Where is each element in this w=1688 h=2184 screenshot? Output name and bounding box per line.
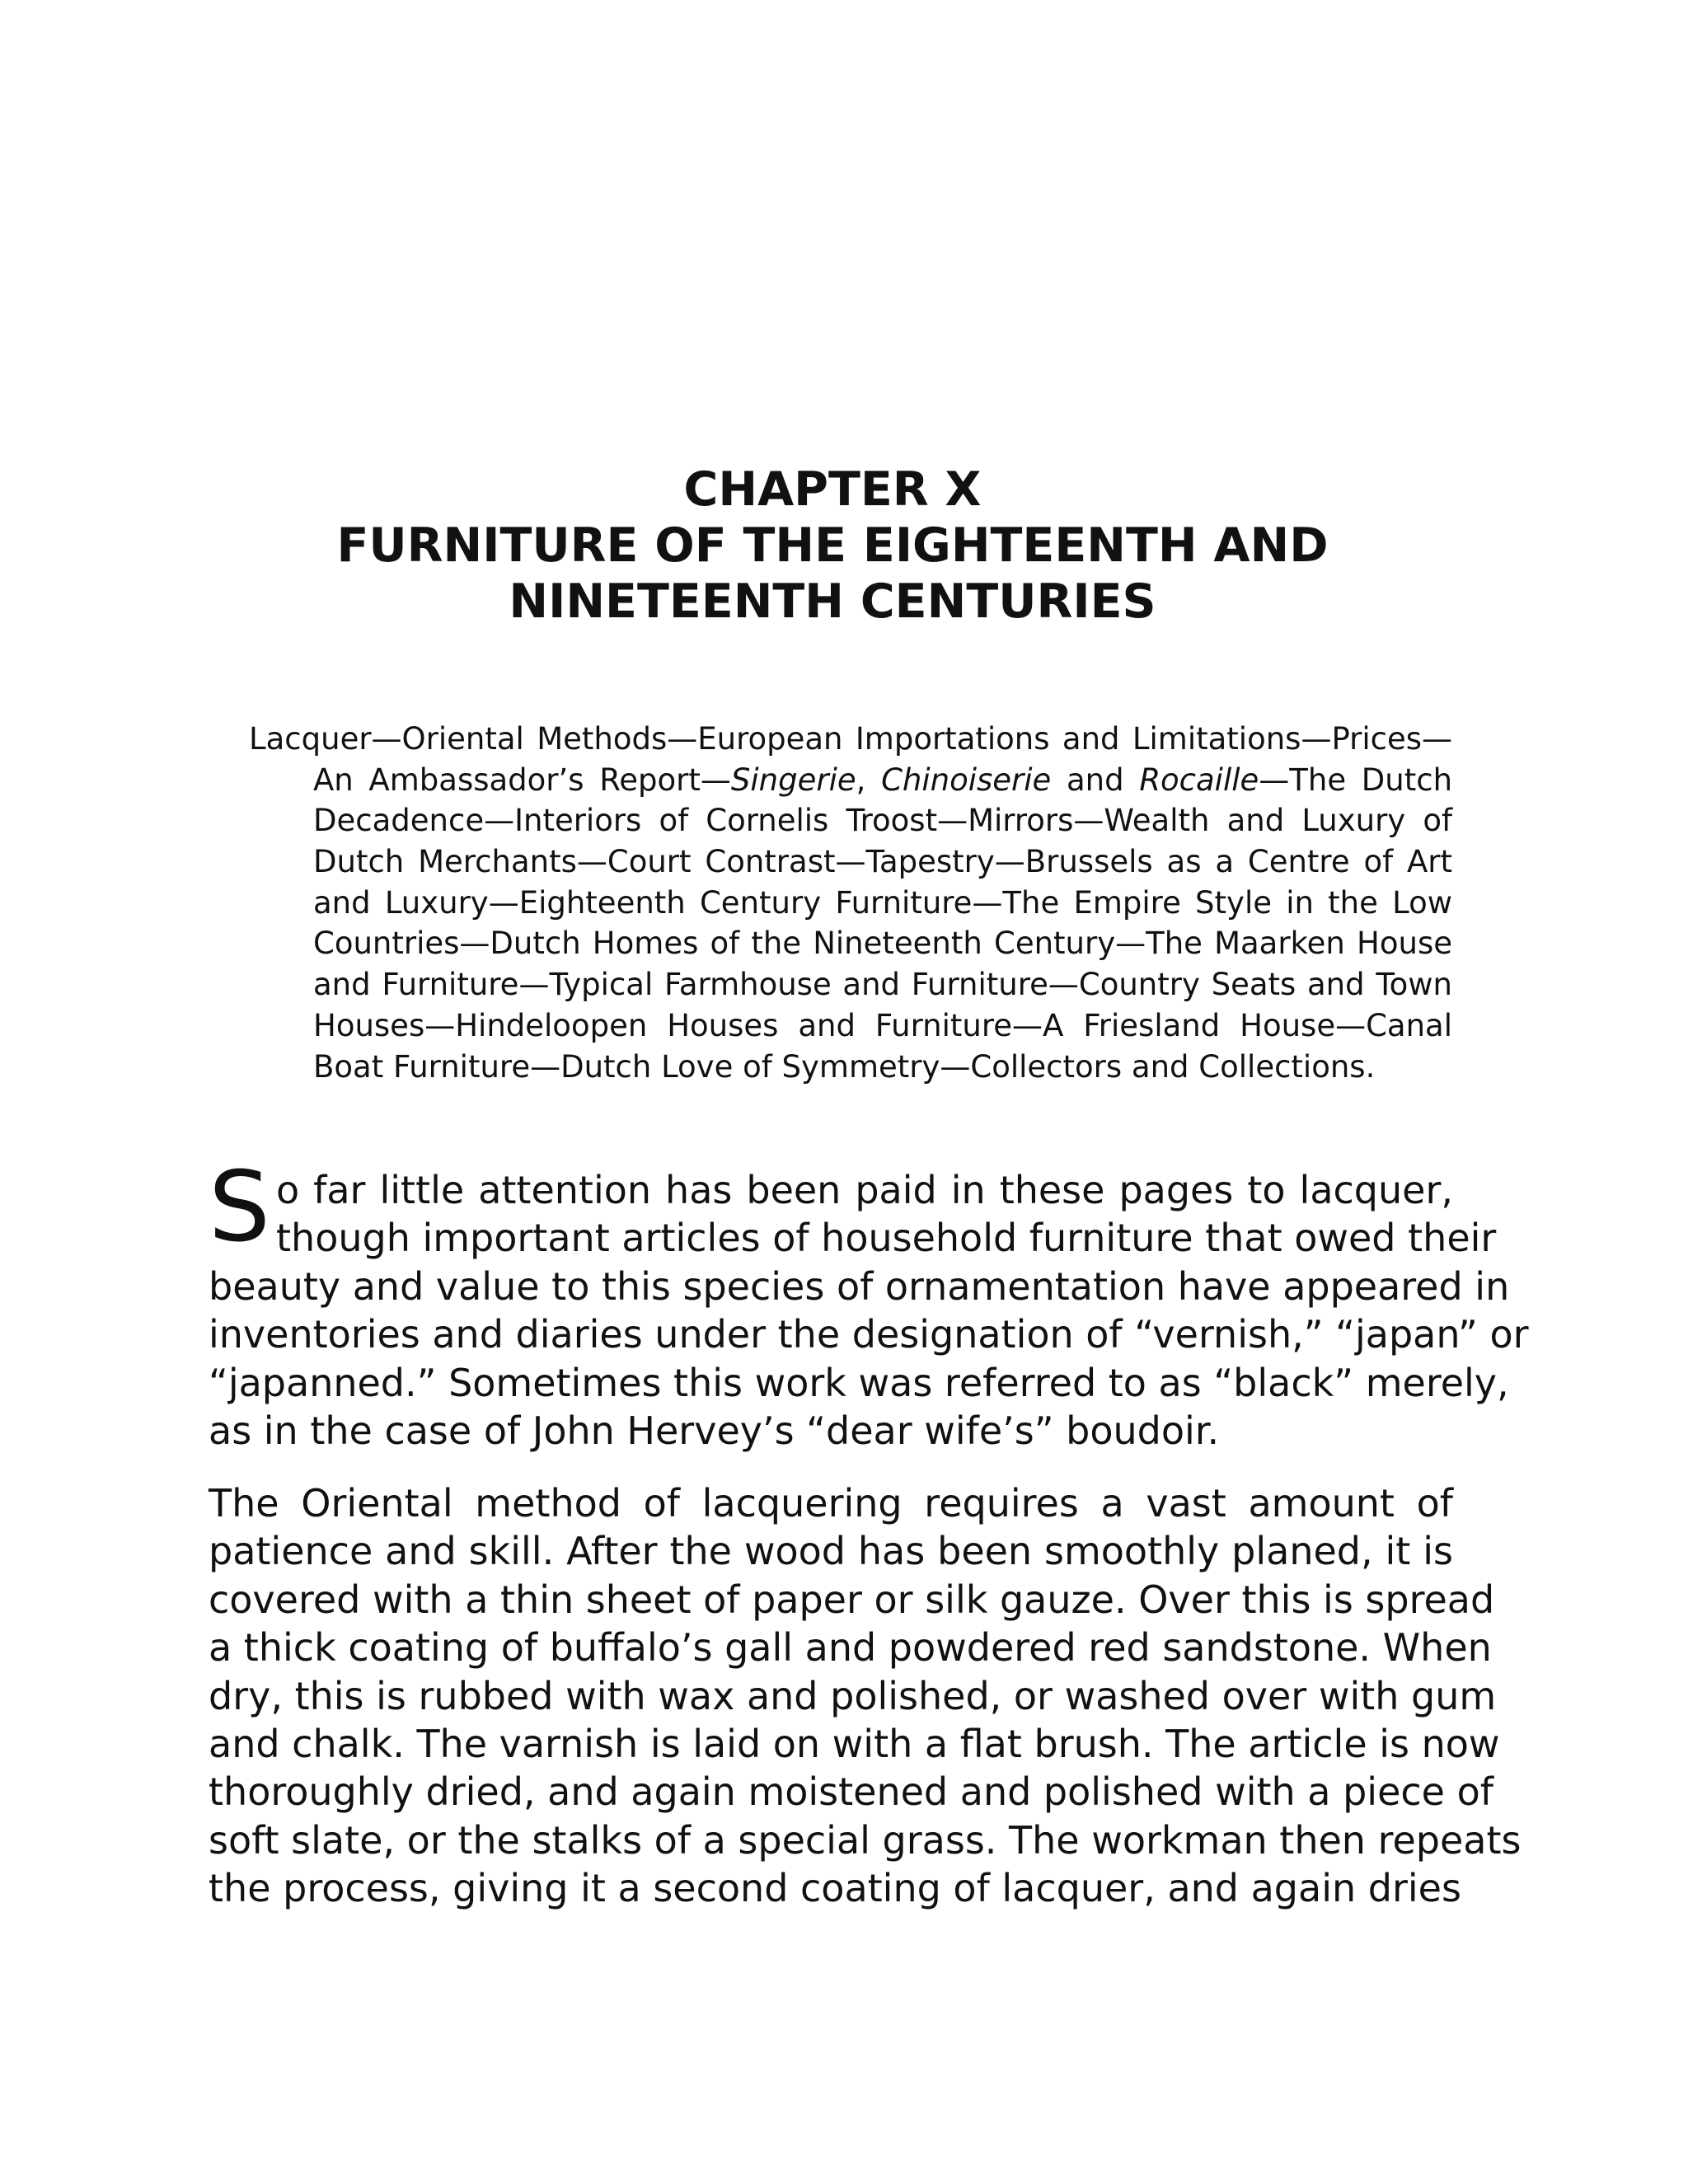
chapter-heading [206, 462, 1459, 630]
synopsis-line: Boat Furniture—Dutch Love of Symmetry—Collectors and Collections. [313, 1048, 1376, 1085]
synopsis-line: Dutch Merchants—Court Contrast—Tapestry—Brussels as a Centre of Art [313, 844, 1452, 880]
synopsis-text: An Ambassador’s Report— [313, 762, 731, 798]
synopsis-line: Houses—Hindeloopen Houses and Furniture—A Friesland House—Canal [313, 1007, 1452, 1043]
paragraph-line: as in the case of John Hervey’s “dear wife’s” boudoir. [209, 1408, 1220, 1453]
chapter-title-line-1: FURNITURE OF THE EIGHTEENTH AND [336, 518, 1329, 573]
synopsis-line: Decadence—Interiors of Cornelis Troost—Mirrors—Wealth and Luxury of [313, 803, 1452, 839]
paragraph-line: a thick coating of buffalo’s gall and powdered red sandstone. When [209, 1625, 1492, 1671]
paragraph-line: patience and skill. After the wood has been smoothly planed, it is [209, 1529, 1453, 1574]
paragraph-line: inventories and diaries under the designation of “vernish,” “japan” or [209, 1312, 1529, 1357]
synopsis-line: Countries—Dutch Homes of the Nineteenth Century—The Maarken House [313, 926, 1452, 962]
synopsis-text: —The Dutch [1259, 762, 1453, 798]
synopsis-text: and [1067, 762, 1124, 798]
paragraph-line: covered with a thin sheet of paper or silk gauze. Over this is spread [209, 1577, 1495, 1622]
synopsis-italic-text: Singerie [730, 762, 856, 798]
synopsis-line: and Luxury—Eighteenth Century Furniture—The Empire Style in the Low [313, 884, 1452, 921]
paragraph-line: soft slate, or the stalks of a special grass. The workman then repeats [209, 1817, 1522, 1863]
paragraph-line: “japanned.” Sometimes this work was referred to as “black” merely, [209, 1360, 1509, 1405]
synopsis-text: , [856, 762, 866, 798]
paragraph-line: dry, this is rubbed with wax and polished, or washed over with gum [209, 1673, 1497, 1718]
synopsis-line: and Furniture—Typical Farmhouse and Furniture—Country Seats and Town [313, 967, 1452, 1003]
paragraph-line: o far little attention has been paid in these pages to lacquer, [276, 1168, 1453, 1212]
chapter-synopsis [249, 719, 1452, 1087]
synopsis-italic-text: Rocaille [1139, 762, 1259, 798]
paragraph-line: though important articles of household furniture that owed their [276, 1216, 1497, 1261]
chapter-title-line-2: NINETEENTH CENTURIES [509, 574, 1156, 629]
paragraph-2 [209, 1479, 1522, 1913]
synopsis-line [249, 760, 1452, 801]
drop-cap: S [209, 1150, 270, 1263]
synopsis-italic-text: Chinoiserie [881, 762, 1052, 798]
paragraph-1 [209, 1166, 1529, 1455]
synopsis-line: Lacquer—Oriental Methods—European Importations and Limitations—Prices— [249, 721, 1452, 757]
paragraph-line: beauty and value to this species of ornamentation have appeared in [209, 1263, 1510, 1309]
chapter-number: CHAPTER X [683, 462, 982, 517]
paragraph-line: thoroughly dried, and again moistened and polished with a piece of [209, 1769, 1493, 1815]
paragraph-line: and chalk. The varnish is laid on with a flat brush. The article is now [209, 1721, 1500, 1766]
paragraph-line: The Oriental method of lacquering requires a vast amount of [209, 1481, 1453, 1526]
paragraph-line: the process, giving it a second coating of lacquer, and again dries [209, 1866, 1461, 1911]
